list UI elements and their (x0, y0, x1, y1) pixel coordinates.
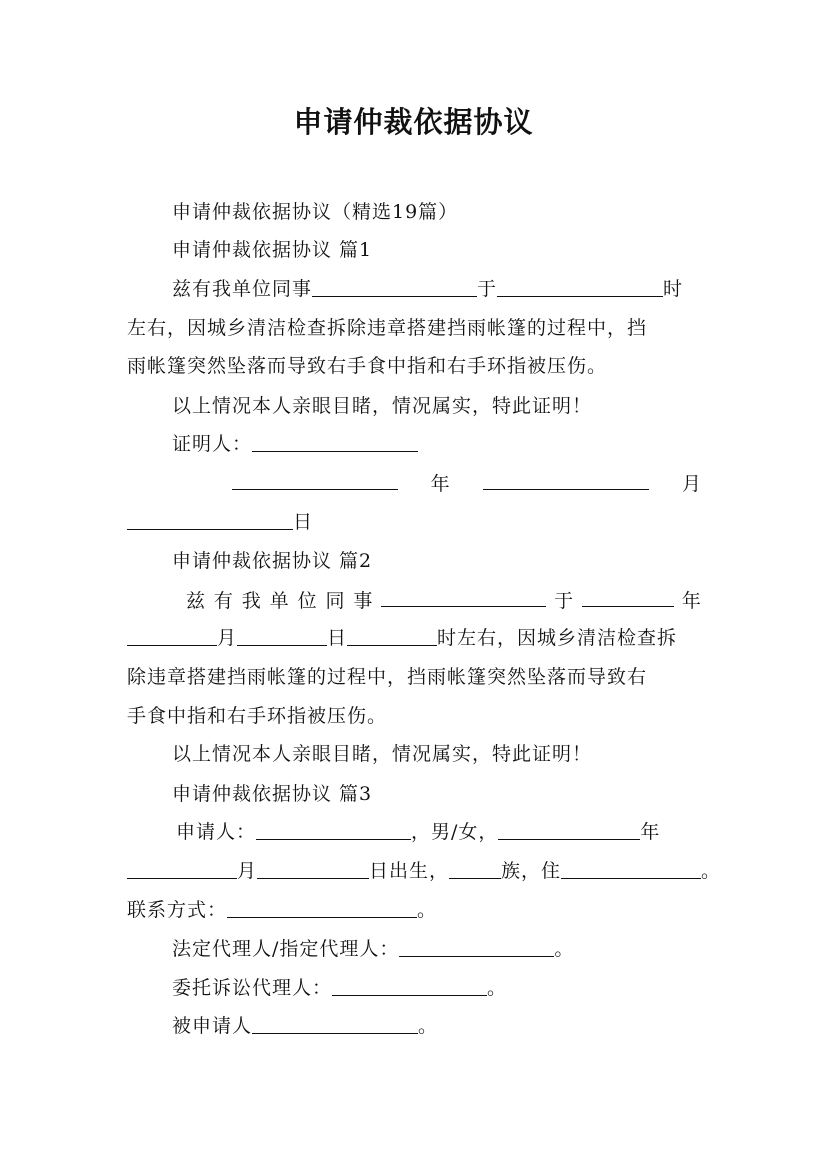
blank-line (127, 626, 217, 646)
contact-line (127, 897, 702, 923)
section-2-line-4: 手食中指和右手环指被压伤。 (127, 705, 388, 727)
section-1-line-4: 以上情况本人亲眼目睹，情况属实，特此证明！ (172, 395, 593, 417)
blank-line (582, 587, 674, 607)
text: 。 (417, 899, 438, 921)
section-2-line-3: 除违章搭建挡雨帐篷的过程中，挡雨帐篷突然坠落而导致右 (127, 666, 648, 688)
text: 日 (327, 627, 348, 649)
text: 。 (418, 1015, 439, 1037)
blank-line (381, 587, 546, 607)
blank-line (237, 626, 327, 646)
text: ，男/女， (411, 821, 499, 843)
day-label: 日 (293, 511, 314, 533)
section-3-heading: 申请仲裁依据协议 篇3 (172, 783, 373, 805)
text: 日出生， (369, 860, 450, 882)
blank-line (232, 470, 398, 490)
legal-rep-label: 法定代理人/指定代理人： (172, 938, 400, 960)
agent-line (172, 975, 702, 1001)
section-1-line-2: 左右，因城乡清洁检查拆除违章搭建挡雨帐篷的过程中，挡 (127, 317, 648, 339)
blank-line (312, 277, 477, 297)
blank-line (332, 976, 487, 996)
char: 事 (353, 590, 374, 612)
text: 兹有我单位同事 (172, 278, 313, 300)
agent-label: 委托诉讼代理人： (172, 977, 333, 999)
date-line-2 (127, 509, 702, 535)
blank-line (127, 510, 293, 530)
text: 年 (640, 821, 661, 843)
blank-line (497, 277, 663, 297)
applicant-label: 申请人： (176, 821, 257, 843)
witness-label: 证明人： (172, 433, 253, 455)
month-label: 月 (681, 473, 702, 495)
blank-line (449, 859, 501, 879)
intro-line: 申请仲裁依据协议（精选19篇） (172, 201, 459, 223)
date-line (232, 470, 702, 497)
blank-line (483, 470, 649, 490)
blank-line (399, 937, 554, 957)
text: 月 (237, 860, 258, 882)
applicant-line (176, 819, 702, 845)
respondent-line (172, 1013, 702, 1039)
text: 时 (663, 278, 684, 300)
text: 。 (701, 860, 722, 882)
blank-line (127, 859, 237, 879)
blank-line (252, 1014, 418, 1034)
section-1-heading: 申请仲裁依据协议 篇1 (172, 239, 373, 261)
char: 兹 (186, 590, 207, 612)
year-label: 年 (430, 473, 451, 495)
char: 我 (241, 590, 262, 612)
blank-line (257, 859, 369, 879)
section-2-line-1 (186, 587, 702, 614)
char: 于 (554, 590, 575, 612)
contact-label: 联系方式： (127, 899, 228, 921)
page-title: 申请仲裁依据协议 (293, 105, 534, 139)
blank-line (347, 626, 437, 646)
char: 有 (213, 590, 234, 612)
blank-line (561, 859, 701, 879)
blank-line (498, 820, 640, 840)
section-2-heading: 申请仲裁依据协议 篇2 (172, 550, 373, 572)
text: 于 (477, 278, 498, 300)
section-2-line-5: 以上情况本人亲眼目睹，情况属实，特此证明！ (172, 743, 593, 765)
char: 位 (297, 590, 318, 612)
char: 同 (325, 590, 346, 612)
char: 单 (269, 590, 290, 612)
blank-line (252, 432, 418, 452)
section-2-line-2 (127, 625, 702, 651)
section-1-line-3: 雨帐篷突然坠落而导致右手食中指和右手环指被压伤。 (127, 355, 608, 377)
blank-line (256, 820, 411, 840)
text: 。 (554, 938, 575, 960)
respondent-label: 被申请人 (172, 1015, 253, 1037)
section-1-line-1 (172, 276, 702, 302)
text: 时左右，因城乡清洁检查拆 (437, 627, 678, 649)
blank-line (227, 898, 417, 918)
legal-rep-line (172, 936, 702, 962)
text: 月 (217, 627, 238, 649)
text: 族，住 (501, 860, 562, 882)
witness-line (172, 431, 702, 457)
applicant-line-2 (127, 858, 722, 884)
text: 。 (487, 977, 508, 999)
char: 年 (681, 590, 702, 612)
